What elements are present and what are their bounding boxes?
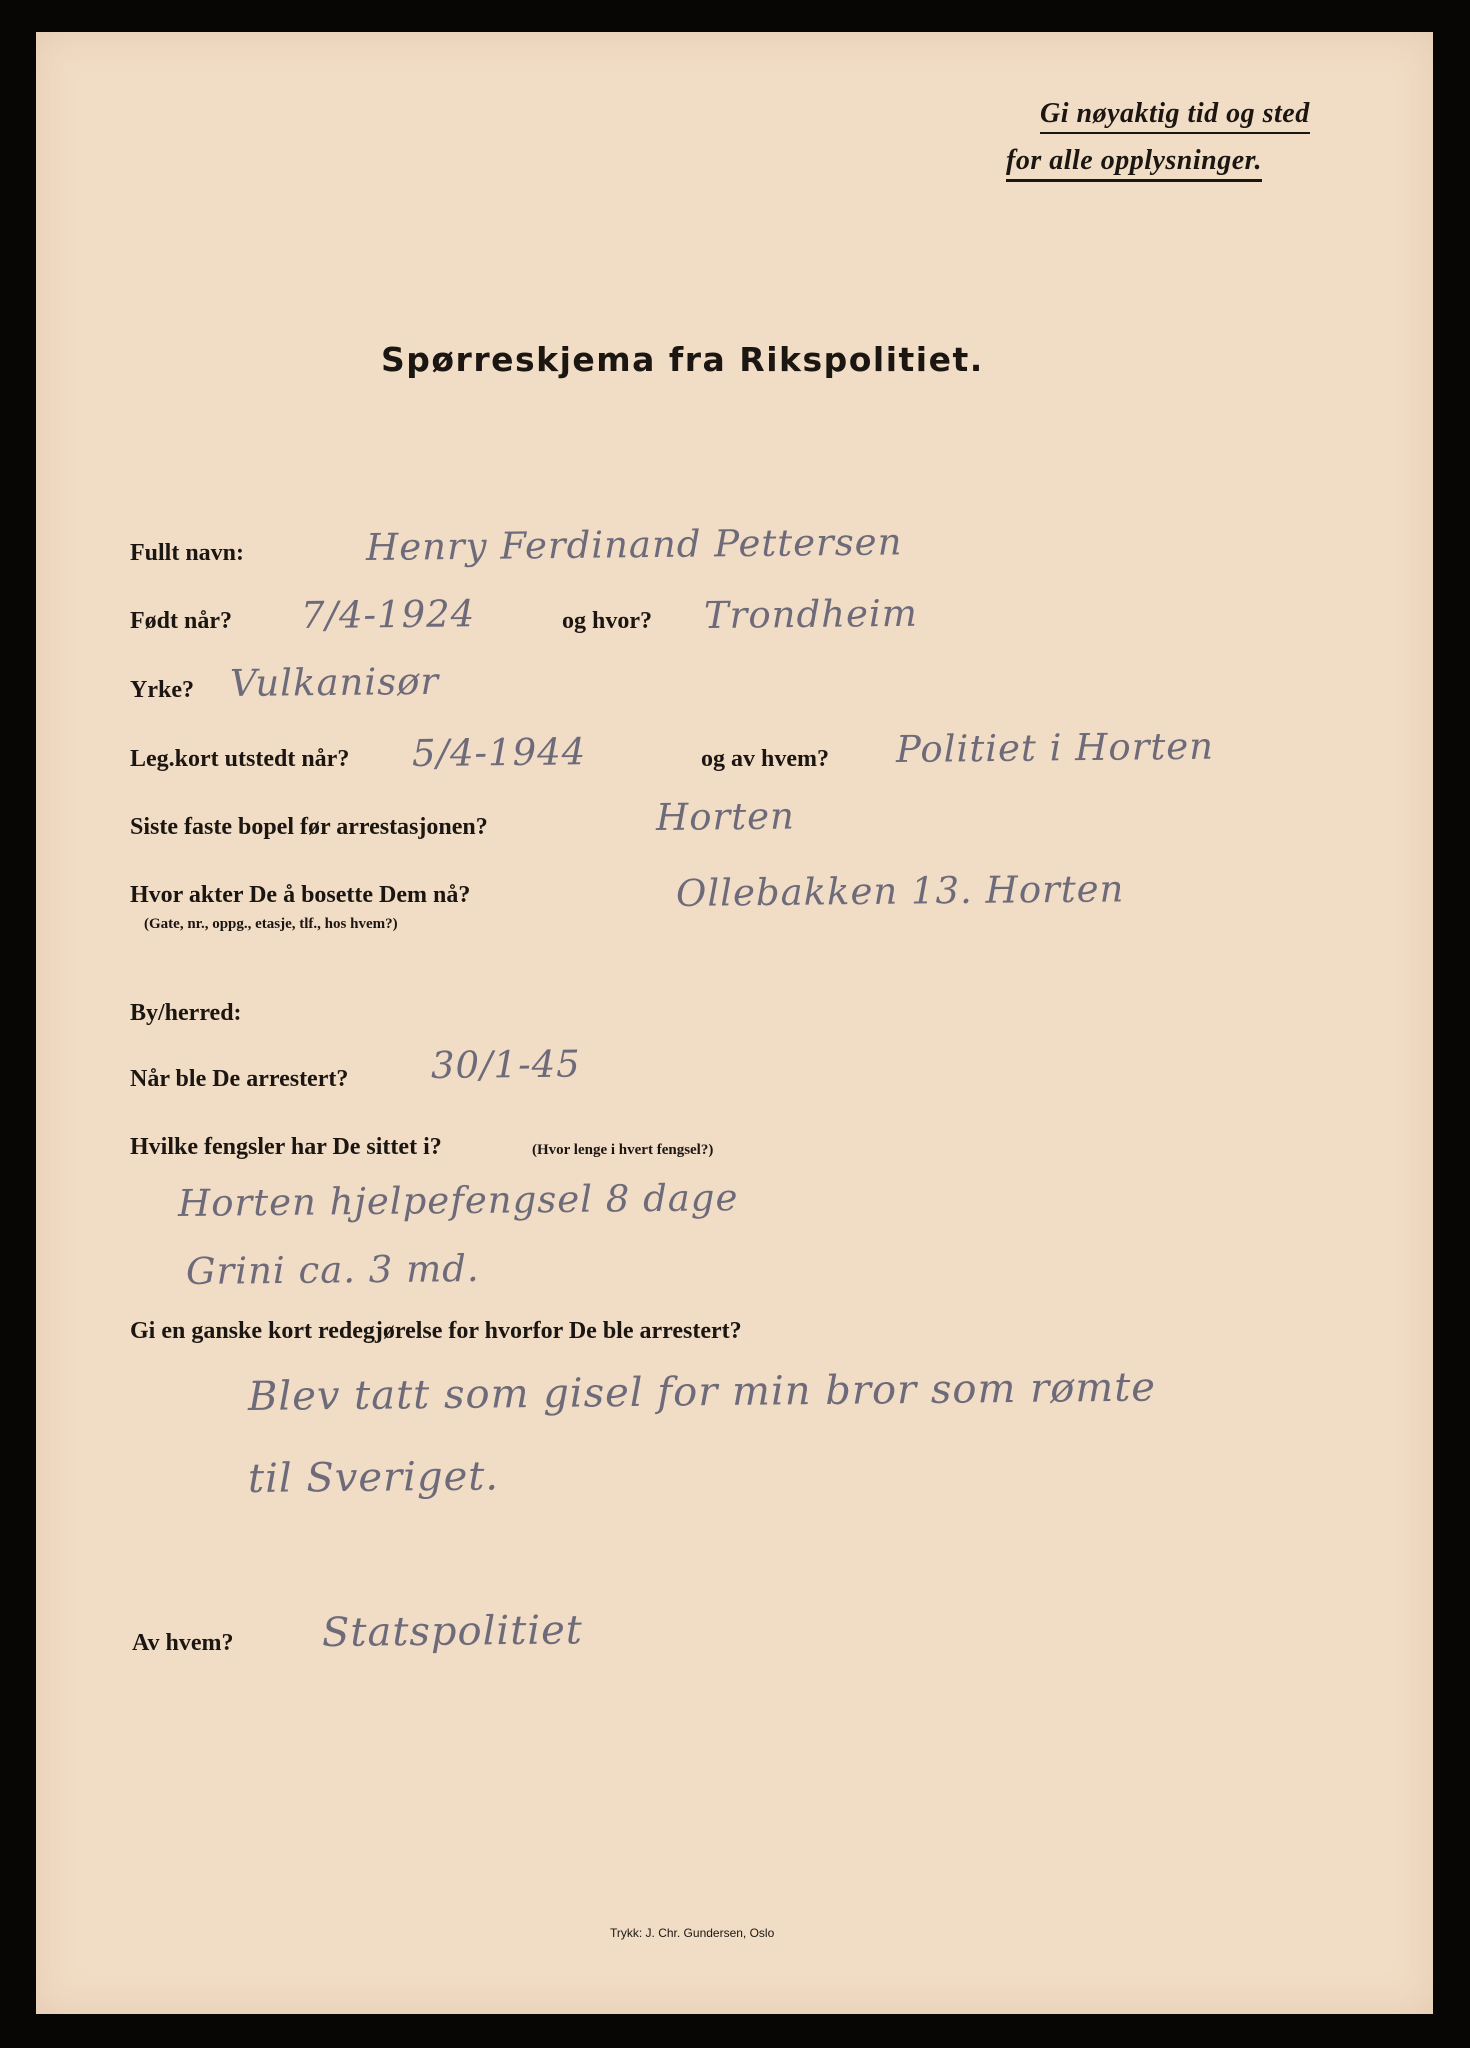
id-by-value: Politiet i Horten (895, 724, 1215, 771)
settle-label: Hvor akter De å bosette Dem nå? (130, 882, 471, 908)
born-when-value: 7/4-1924 (300, 592, 476, 637)
prisons-value-2: Grini ca. 3 md. (185, 1246, 480, 1293)
by-whom-label: Av hvem? (132, 1630, 234, 1656)
born-where-label: og hvor? (562, 608, 652, 634)
arrested-label: Når ble De arrestert? (130, 1066, 349, 1092)
reason-value-1: Blev tatt som gisel for min bror som rømte (247, 1364, 1157, 1420)
reason-label-text: Gi en ganske kort redegjørelse for hvorfor De ble arrestert? (130, 1318, 742, 1344)
prisons-value-1: Horten hjelpefengsel 8 dage (177, 1176, 739, 1225)
municipality-label: By/herred: (130, 1000, 242, 1026)
form-title: Spørreskjema fra Rikspolitiet. (381, 340, 984, 379)
arrested-value: 30/1-45 (430, 1042, 581, 1087)
last-residence-label: Siste faste bopel før arrestasjonen? (130, 814, 488, 840)
id-issued-value: 5/4-1944 (411, 730, 587, 775)
born-when-label: Født når? (130, 608, 232, 634)
name-label: Fullt navn: (130, 540, 245, 566)
name-value: Henry Ferdinand Pettersen (365, 520, 903, 569)
last-residence-value: Horten (655, 794, 796, 839)
printer-footer: Trykk: J. Chr. Gundersen, Oslo (610, 1926, 775, 1940)
prisons-sub-label: (Hvor lenge i hvert fengsel?) (532, 1142, 714, 1158)
settle-value: Ollebakken 13. Horten (675, 867, 1125, 915)
id-issued-label: Leg.kort utstedt når? (130, 746, 350, 772)
reason-value-2: til Sveriget. (247, 1453, 500, 1502)
prisons-label: Hvilke fengsler har De sittet i? (130, 1134, 442, 1160)
by-whom-value: Statspolitiet (321, 1607, 584, 1656)
id-by-label: og av hvem? (701, 746, 829, 772)
occupation-label: Yrke? (130, 677, 194, 703)
instruction-note-line2: for alle opplysninger. (1006, 145, 1262, 182)
form-page (36, 32, 1433, 2014)
born-where-value: Trondheim (703, 591, 919, 637)
reason-label (130, 1318, 742, 1345)
occupation-value: Vulkanisør (229, 659, 440, 705)
instruction-note-line1: Gi nøyaktig tid og sted (1040, 98, 1310, 134)
settle-sub-label: (Gate, nr., oppg., etasje, tlf., hos hvem?) (144, 916, 398, 932)
